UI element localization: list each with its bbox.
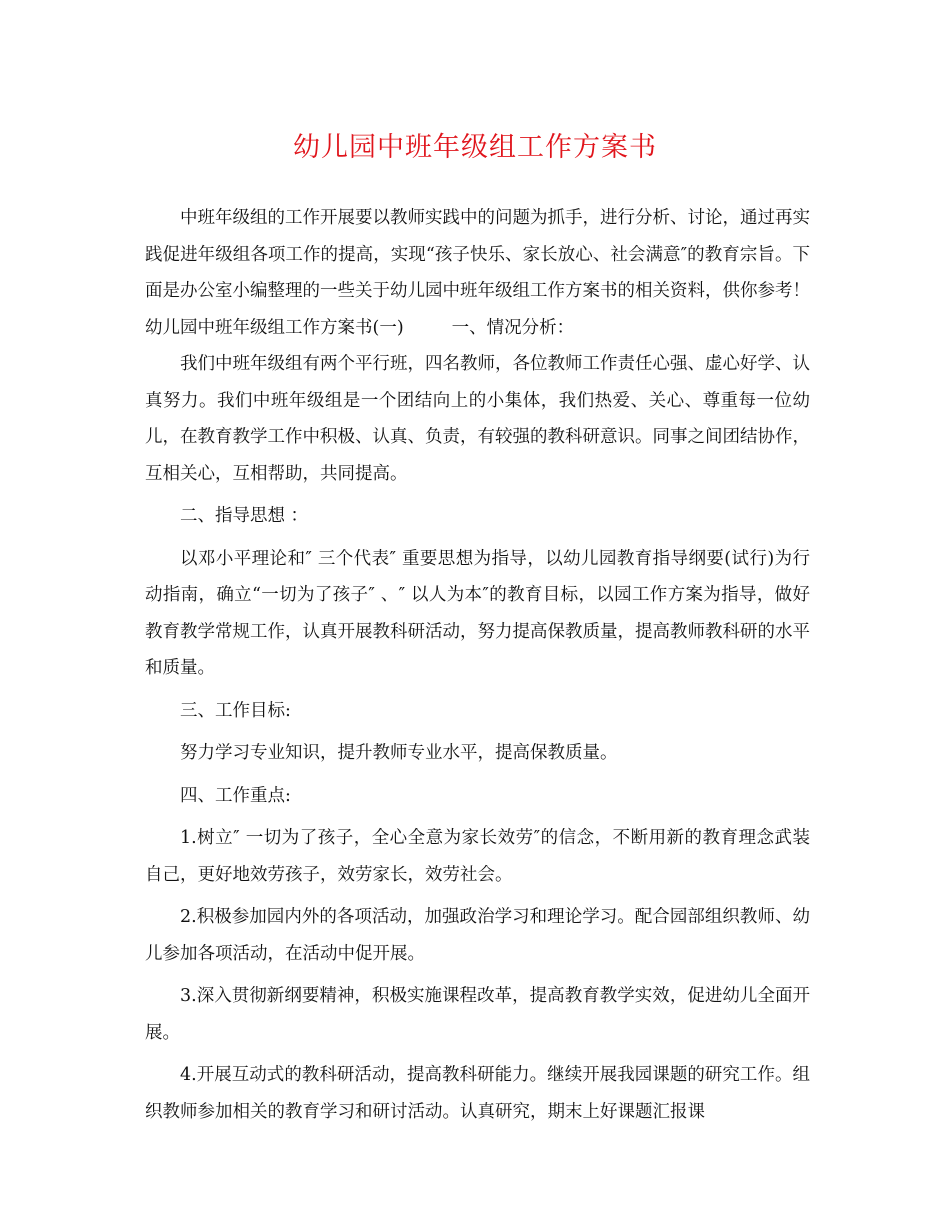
- focus-item-3: 3.深入贯彻新纲要精神，积极实施课程改革，提高教育教学实效，促进幼儿全面开展。: [145, 986, 810, 1043]
- heading-work-focus: 四、工作重点:: [180, 785, 291, 806]
- focus-item-4: 4.开展互动式的教科研活动，提高教科研能力。继续开展我园课题的研究工作。组织教师参加相关的教育学习和研讨活动。认真研究，期末上好课题汇报课: [145, 1065, 810, 1122]
- heading-guiding-thought: 二、指导思想 ：: [180, 506, 309, 526]
- section-title: 幼儿园中班年级组工作方案书(一): [145, 317, 404, 338]
- goals-paragraph: 努力学习专业知识，提升教师专业水平，提高保教质量。: [180, 743, 618, 763]
- document-body: [145, 200, 810, 1130]
- section-title-line: [145, 310, 810, 347]
- guiding-paragraph: 以邓小平理论和″ 三个代表″ 重要思想为指导，以幼儿园教育指导纲要(试行)为行动指南，确立“一切为了孩子″ 、″ 以人为本″的教育目标，以园工作方案为指导，做好教育教学常规工作，认真开展教科研活动，努力提高保教质量，提高教师教科研的水平和质量。: [145, 548, 810, 678]
- focus-item-1: 1.树立″ 一切为了孩子，全心全意为家长效劳″的信念，不断用新的教育理念武装自己，更好地效劳孩子，效劳家长，效劳社会。: [145, 828, 810, 885]
- focus-item-2: 2.积极参加园内外的各项活动，加强政治学习和理论学习。配合园部组织教师、幼儿参加各项活动，在活动中促开展。: [145, 907, 810, 964]
- situation-paragraph: 我们中班年级组有两个平行班，四名教师，各位教师工作责任心强、虚心好学、认真努力。我们中班年级组是一个团结向上的小集体，我们热爱、关心、尊重每一位幼儿，在教育教学工作中积极、认真、负责，有较强的教科研意识。同事之间团结协作，互相关心，互相帮助，共同提高。: [145, 354, 810, 484]
- document-title: 幼儿园中班年级组工作方案书: [293, 132, 657, 163]
- intro-paragraph: 中班年级组的工作开展要以教师实践中的问题为抓手，进行分析、讨论，通过再实践促进年级组各项工作的提高，实现“孩子快乐、家长放心、社会满意″的教育宗旨。下面是办公室小编整理的一些关于幼儿园中班年级组工作方案书的相关资料，供你参考！: [145, 208, 810, 301]
- heading-work-goals: 三、工作目标:: [180, 700, 291, 721]
- heading-situation-analysis: 一、情况分析：: [451, 317, 575, 338]
